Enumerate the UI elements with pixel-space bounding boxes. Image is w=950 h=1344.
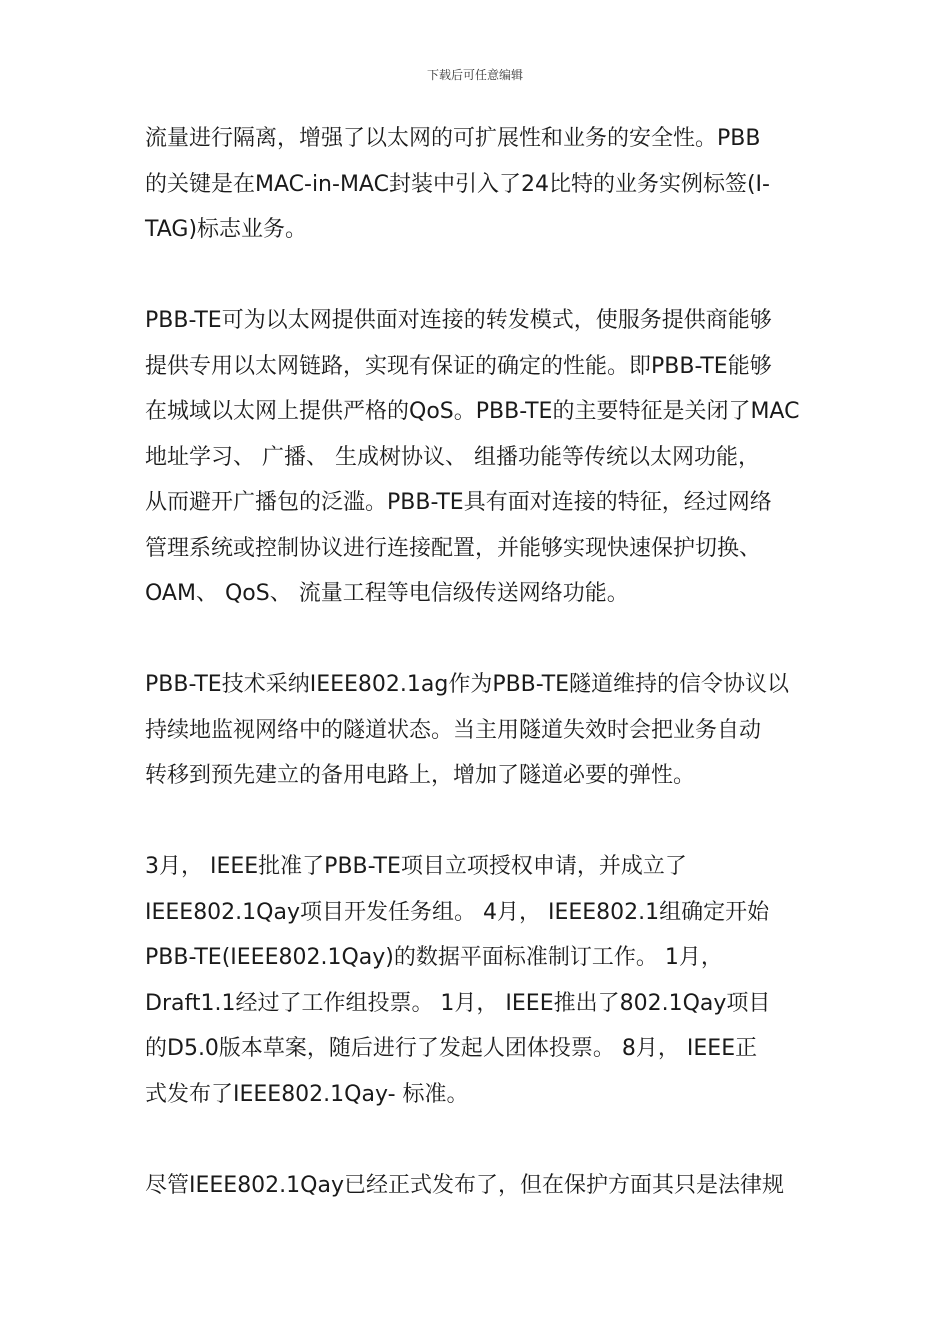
text-line: 尽管IEEE802.1Qay已经正式发布了，但在保护方面其只是法律规	[145, 1172, 784, 1198]
text-line: 3月， IEEE批准了PBB-TE项目立项授权申请，并成立了	[145, 854, 687, 879]
text-line: 持续地监视网络中的隧道状态。当主用隧道失效时会把业务自动	[145, 717, 762, 743]
paragraph-pbb-summary	[145, 116, 817, 253]
paragraph-gap	[145, 1117, 817, 1163]
text-line: Draft1.1经过了工作组投票。 1月， IEEE推出了802.1Qay项目	[145, 990, 771, 1016]
text-line: PBB-TE技术采纳IEEE802.1ag作为PBB-TE隧道维持的信令协议以	[145, 672, 790, 697]
text-line: 的D5.0版本草案，随后进行了发起人团体投票。 8月， IEEE正	[145, 1036, 758, 1061]
text-line: PBB-TE可为以太网提供面对连接的转发模式，使服务提供商能够	[145, 308, 772, 333]
text-line: 转移到预先建立的备用电路上，增加了隧道必要的弹性。	[145, 763, 696, 788]
text-line: IEEE802.1Qay项目开发任务组。 4月， IEEE802.1组确定开始	[145, 899, 770, 925]
text-line: OAM、 QoS、 流量工程等电信级传送网络功能。	[145, 581, 629, 606]
paragraph-ieee-timeline	[145, 844, 817, 1117]
page-header: 下载后可任意编辑	[426, 68, 523, 82]
text-line: 管理系统或控制协议进行连接配置，并能够实现快速保护切换、	[145, 535, 762, 561]
text-line: 在城域以太网上提供严格的QoS。PBB-TE的主要特征是关闭了MAC	[145, 399, 800, 424]
paragraph-protection-note	[145, 1163, 817, 1209]
paragraph-pbb-te-protocol	[145, 662, 817, 799]
paragraph-gap	[145, 799, 817, 845]
document-body	[145, 116, 817, 1208]
paragraph-pbb-te-features	[145, 298, 817, 617]
text-line: 流量进行隔离，增强了以太网的可扩展性和业务的安全性。PBB	[145, 126, 761, 151]
text-line: PBB-TE(IEEE802.1Qay)的数据平面标准制订工作。 1月，	[145, 945, 723, 970]
text-line: 地址学习、 广播、 生成树协议、 组播功能等传统以太网功能，	[145, 444, 760, 470]
text-line: 从而避开广播包的泛滥。PBB-TE具有面对连接的特征，经过网络	[145, 490, 772, 515]
paragraph-gap	[145, 617, 817, 663]
text-line: TAG)标志业务。	[145, 217, 308, 242]
text-line: 提供专用以太网链路，实现有保证的确定的性能。即PBB-TE能够	[145, 353, 772, 379]
paragraph-gap	[145, 253, 817, 299]
text-line: 的关键是在MAC-in-MAC封装中引入了24比特的业务实例标签(I-	[145, 171, 770, 197]
text-line: 式发布了IEEE802.1Qay- 标准。	[145, 1081, 469, 1107]
